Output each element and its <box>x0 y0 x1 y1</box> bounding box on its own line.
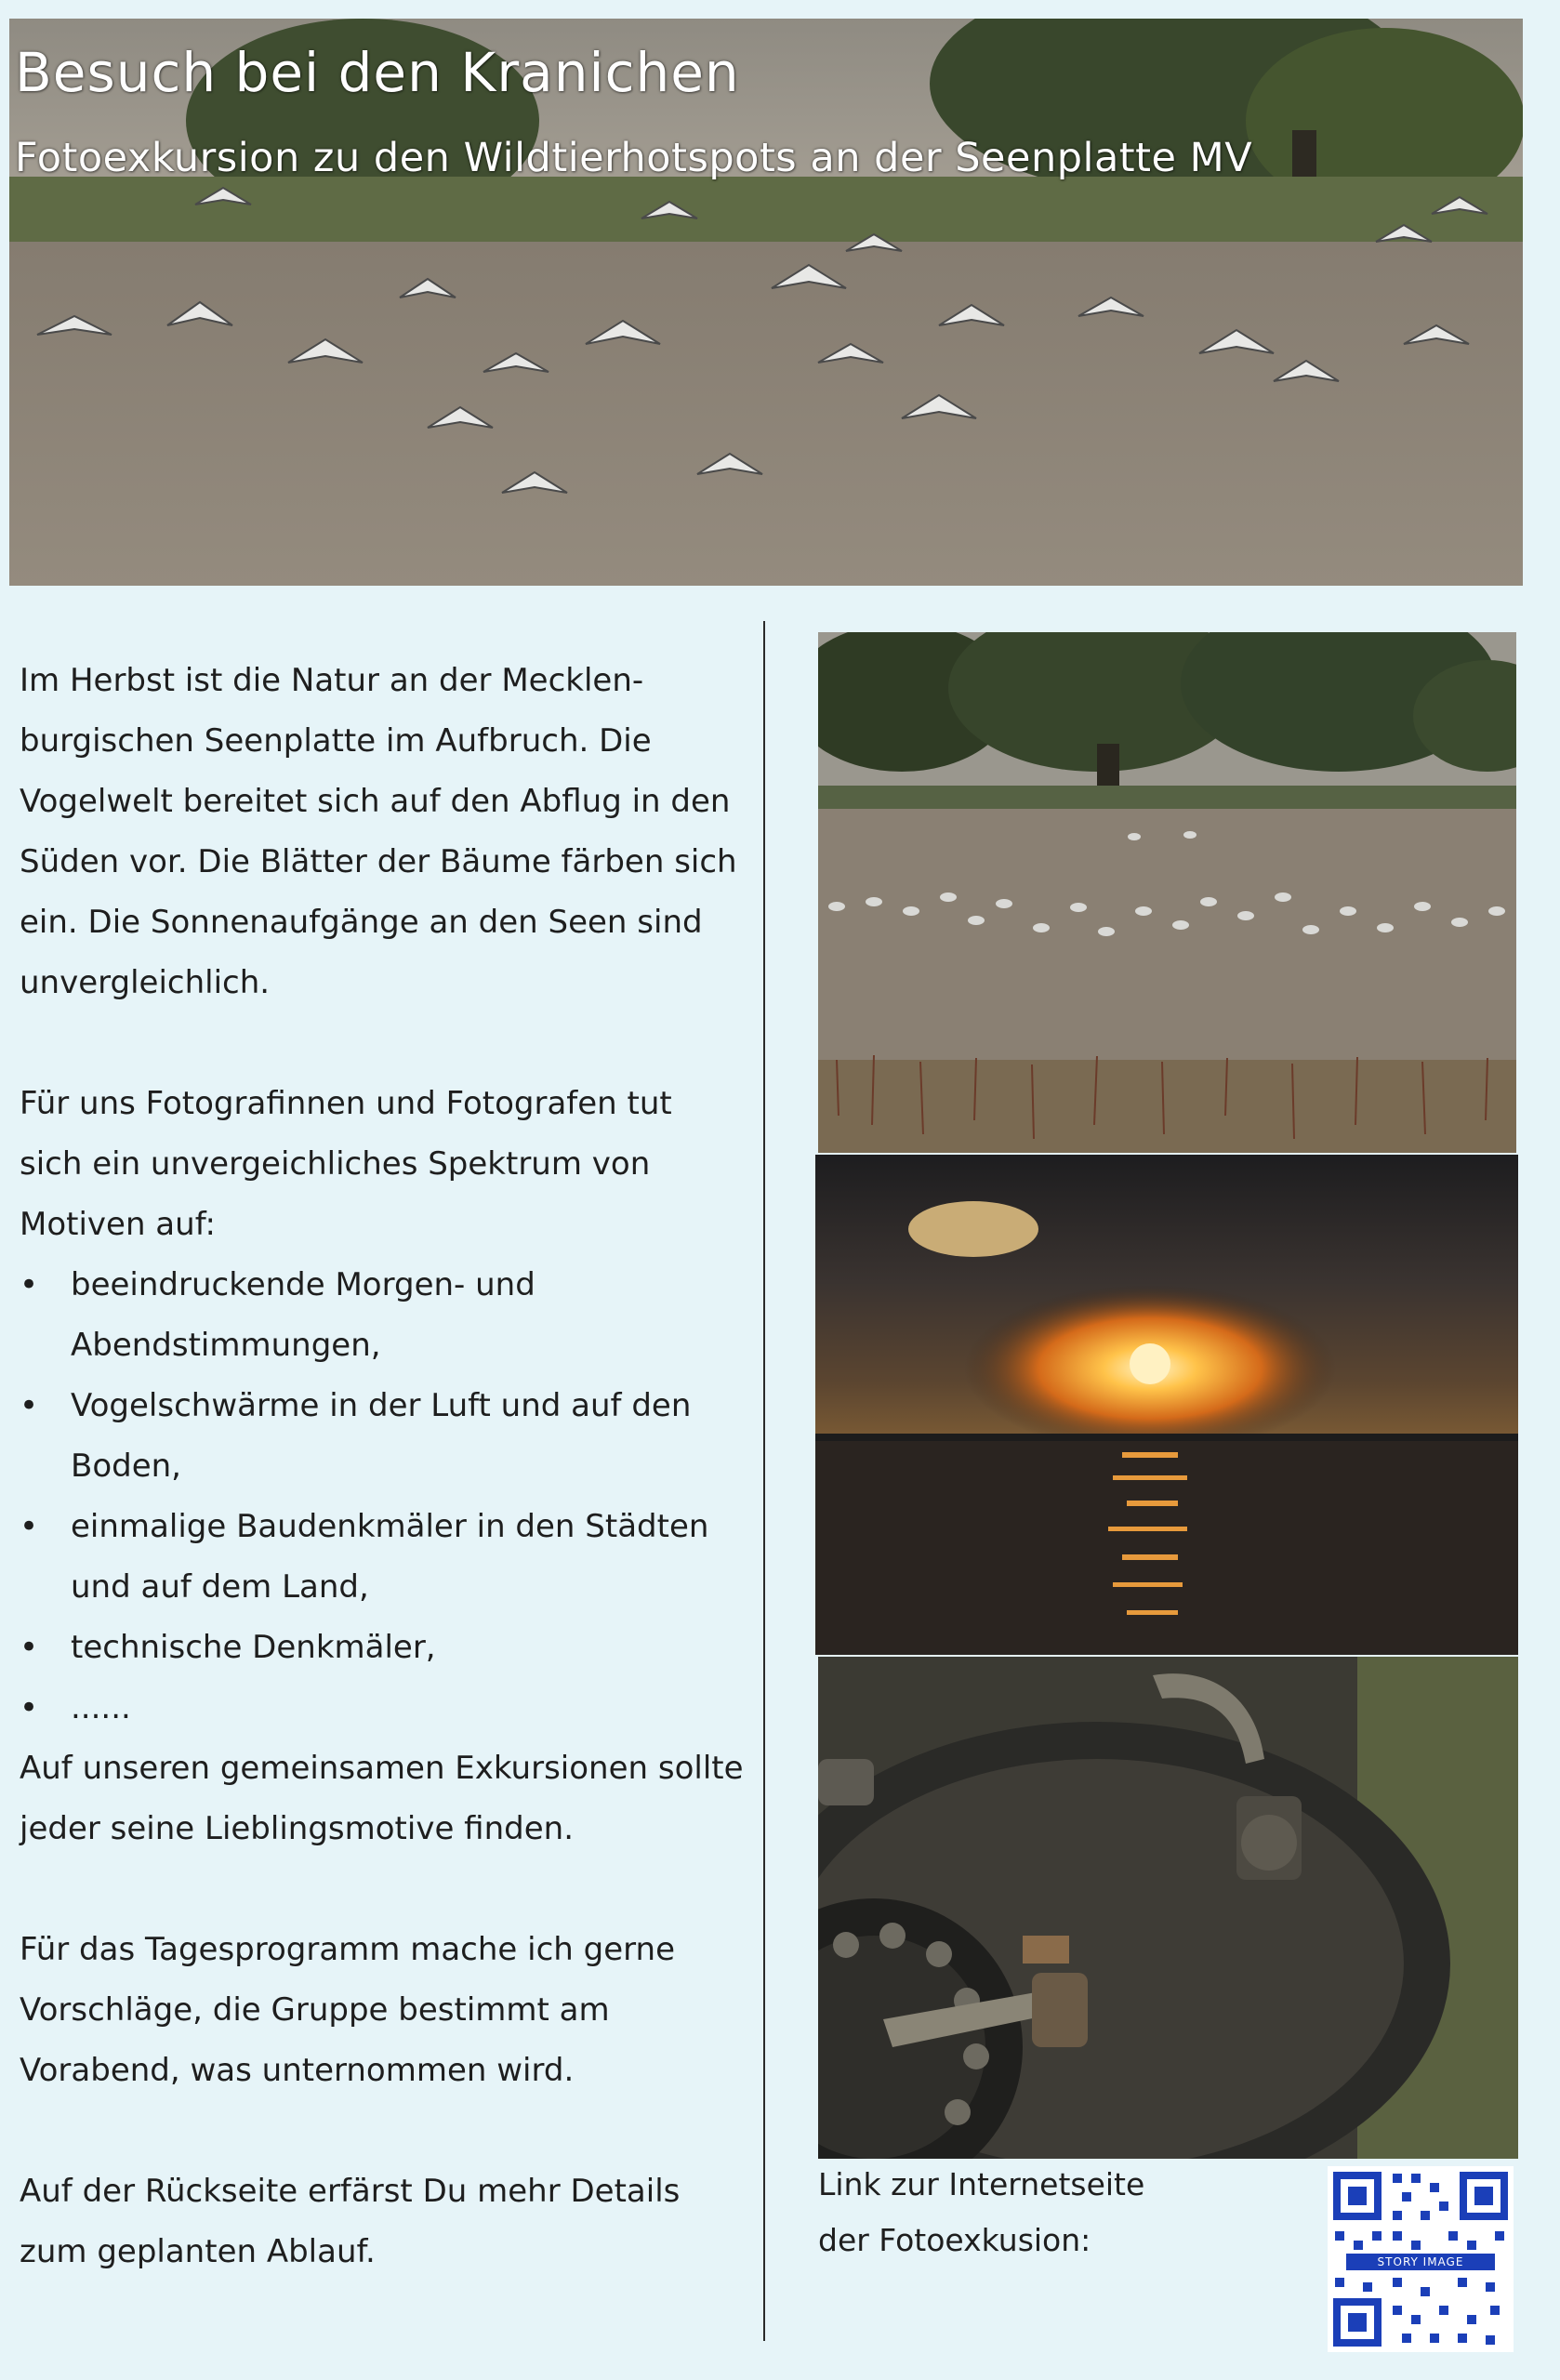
photo-cranes-scene <box>818 632 1516 1153</box>
photo-sunset-scene <box>815 1155 1518 1655</box>
motifs-line: Für uns Fotografinnen und Fotografen tut <box>20 1085 672 1122</box>
motif-list-item <box>20 1678 763 1739</box>
motif-item-line: • technische Denkmäler, <box>71 1629 436 1666</box>
program-line: Vorschläge, die Gruppe bestimmt am <box>20 1991 610 2029</box>
excursions-line: Auf unseren gemeinsamen Exkursionen sollte <box>20 1750 744 1787</box>
program-line: Für das Tagesprogramm mache ich gerne <box>20 1931 675 1968</box>
column-divider <box>763 621 765 2341</box>
program-line: Vorabend, was unternommen wird. <box>20 2052 575 2089</box>
intro-line: Vogelwelt bereitet sich auf den Abflug in den <box>20 783 731 820</box>
motif-item-line: • ...... <box>71 1689 131 1726</box>
intro-line: Süden vor. Die Blätter der Bäume färben sich <box>20 843 737 880</box>
link-caption-line: Link zur Internetseite <box>818 2166 1145 2202</box>
paragraph-gap <box>20 1013 763 1074</box>
photo-sunset-lake <box>815 1155 1518 1655</box>
intro-line: unvergleichlich. <box>20 964 271 1001</box>
page-title: Besuch bei den Kranichen <box>15 41 740 104</box>
link-caption-line: der Fotoexkusion: <box>818 2222 1091 2258</box>
motif-item-line: Boden, <box>71 1448 181 1485</box>
intro-line: Im Herbst ist die Natur an der Mecklen- <box>20 662 644 699</box>
motif-list <box>20 1255 763 1739</box>
details-line: Auf der Rückseite erfärst Du mehr Details <box>20 2173 681 2210</box>
details-line: zum geplanten Ablauf. <box>20 2233 376 2270</box>
intro-line: ein. Die Sonnenaufgänge an den Seen sind <box>20 904 703 941</box>
qr-code-label: STORY IMAGE <box>1346 2254 1495 2270</box>
motif-list-item <box>20 1497 763 1618</box>
page-subtitle: Fotoexkursion zu den Wildtierhotspots an der Seenplatte MV <box>15 135 1253 181</box>
motif-item-line: • einmalige Baudenkmäler in den Städten <box>71 1508 709 1545</box>
motif-list-item <box>20 1255 763 1376</box>
photo-cranes-on-field <box>818 632 1516 1153</box>
hero-photo-cranes-in-flight <box>9 19 1523 586</box>
qr-code[interactable] <box>1328 2166 1514 2352</box>
body-text-column <box>20 651 763 2282</box>
excursions-line: jeder seine Lieblingsmotive finden. <box>20 1810 574 1847</box>
motif-list-item <box>20 1618 763 1678</box>
paragraph-gap <box>20 1859 763 1920</box>
motif-item-line: Abendstimmungen, <box>71 1327 381 1364</box>
motif-item-line: • Vogelschwärme in der Luft und auf den <box>71 1387 692 1424</box>
motif-item-line: und auf dem Land, <box>71 1568 369 1606</box>
motif-item-line: • beeindruckende Morgen- und <box>71 1266 535 1303</box>
paragraph-gap <box>20 2101 763 2162</box>
motifs-line: Motiven auf: <box>20 1206 216 1243</box>
photo-technical-monument <box>818 1657 1518 2159</box>
motif-list-item <box>20 1376 763 1497</box>
motifs-line: sich ein unvergeichliches Spektrum von <box>20 1145 651 1183</box>
photo-machinery-scene <box>818 1657 1518 2159</box>
website-link-caption <box>818 2157 1264 2268</box>
intro-line: burgischen Seenplatte im Aufbruch. Die <box>20 722 652 760</box>
